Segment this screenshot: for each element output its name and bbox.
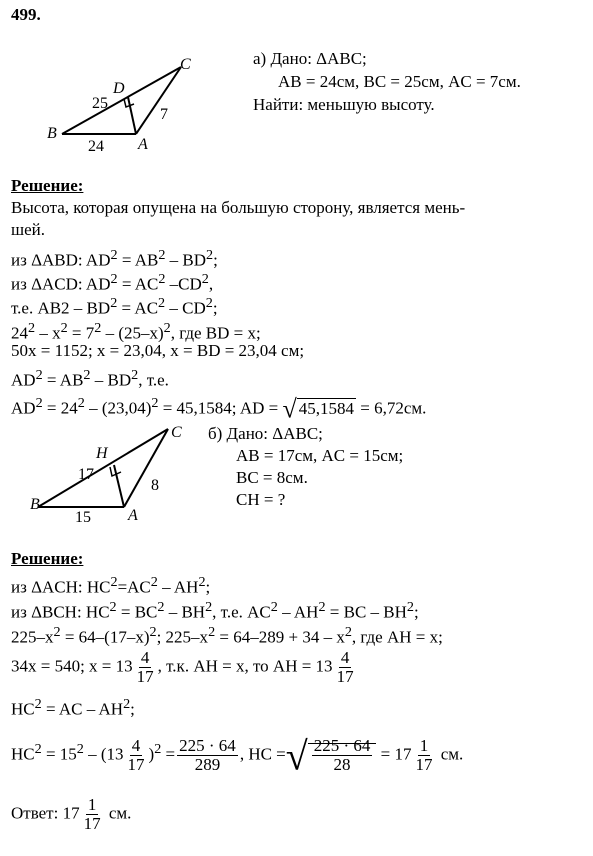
solution-a-line5: т.е. $AB2 - BD^2 = AC^2 - CD^2$;: [11, 295, 218, 318]
given-b-line2: AB = 17см, AC = 15см;: [236, 446, 404, 465]
solution-b-line5: $HC^2$ = AC – $AH^2$;: [11, 696, 135, 719]
label-a: A: [138, 136, 148, 153]
given-b-line4: CH = ?: [236, 490, 286, 509]
solution-b-line3: $225-x^2 = 64-(17-x)^2$; $225-x^2 = 64-289 + 34 - x^2$, где AH = x;: [11, 624, 443, 647]
side-bc: [38, 429, 168, 507]
solution-b-heading: Решение:: [11, 549, 84, 568]
solution-a-heading: Решение:: [11, 176, 84, 195]
given-a-line2: AB = 24см, BC = 25см, AC = 7см.: [278, 72, 521, 91]
fraction: $\frac{1}{17}$: [415, 736, 433, 774]
solution-a-line9: $AD^2 = 24^2 - (23,04)^2 = 45,1584$; AD = √ 45,1584 = 6,72см.: [11, 394, 427, 424]
fraction: $\frac{225 \cdot 64}{28}$: [313, 736, 371, 774]
solution-a-text1: Высота, которая опущена на большую сторону, является мень-: [11, 198, 466, 217]
solution-b-line1: из ΔACH: $HC^2=AC^2 - AH^2$;: [11, 574, 211, 597]
label-b: B: [30, 496, 40, 513]
fraction: $\frac{4}{17}$: [136, 648, 154, 686]
side-ac: [136, 67, 181, 134]
solution-a-line8: $AD^2 = AB^2 - BD^2$, т.е.: [11, 367, 169, 390]
fraction: $\frac{4}{17}$: [127, 736, 145, 774]
num-7: 7: [160, 106, 168, 123]
solution-a-line7: 50x = 1152; x = 23,04, x = BD = 23,04 см;: [11, 341, 305, 360]
solution-a-text2: шей.: [11, 220, 45, 239]
label-c: C: [171, 424, 182, 441]
label-a: A: [128, 507, 138, 524]
num-8: 8: [151, 477, 159, 494]
find-a: Найти: меньшую высоту.: [253, 95, 435, 114]
solution-b-line6: $HC^2 = 15^2 - (13$ $\frac{4}{17}$ )$^2$ = $\frac{225 \cdot 64}{289}$ , HC =√ $\frac{225 \cdot 64}{28}$ = 17 $\frac{1}{17}$ см.: [11, 733, 464, 779]
solution-a-line3: из ΔABD: $AD^2 = AB^2 - BD^2$;: [11, 247, 218, 270]
fraction: $\frac{225 \cdot 64}{289}$: [179, 736, 236, 774]
label-d: D: [113, 80, 125, 97]
given-b-line1: б) Дано: ΔABC;: [208, 424, 323, 443]
num-15: 15: [75, 509, 91, 526]
sqrt-sign: √: [282, 394, 297, 424]
triangle-figure-a: [40, 55, 220, 155]
sqrt-sign: √: [285, 733, 308, 779]
label-b: B: [47, 125, 57, 142]
answer: Ответ: 17 $\frac{1}{17}$ см.: [11, 795, 132, 833]
solution-b-line2: из ΔBCH: $HC^2 = BC^2 - BH^2$, т.е. $AC^2 - AH^2$ = BC – $BH^2$;: [11, 599, 419, 622]
label-h: H: [96, 445, 108, 462]
num-17: 17: [78, 466, 94, 483]
fraction: $\frac{4}{17}$: [336, 648, 354, 686]
altitude-ah: [114, 465, 124, 507]
given-b-line3: BC = 8см.: [236, 468, 308, 487]
solution-a-line6: $24^2 - x^2 = 7^2 - (25-x)^2$, где BD = x;: [11, 320, 261, 343]
altitude-ad: [128, 97, 136, 134]
side-ac: [124, 429, 168, 507]
num-25: 25: [92, 95, 108, 112]
num-24: 24: [88, 138, 104, 155]
label-c: C: [180, 56, 191, 73]
solution-a-line4: из ΔACD: $AD^2 = AC^2$ $-CD^2$,: [11, 271, 214, 294]
sqrt-body: [308, 736, 377, 774]
solution-b-line4: 34x = 540; x = 13 $\frac{4}{17}$ , т.к. AH = x, то AH = 13 $\frac{4}{17}$: [11, 648, 354, 686]
problem-number: 499.: [11, 5, 41, 24]
given-a-line1: а) Дано: ΔABC;: [253, 49, 367, 68]
fraction: $\frac{1}{17}$: [83, 795, 101, 833]
